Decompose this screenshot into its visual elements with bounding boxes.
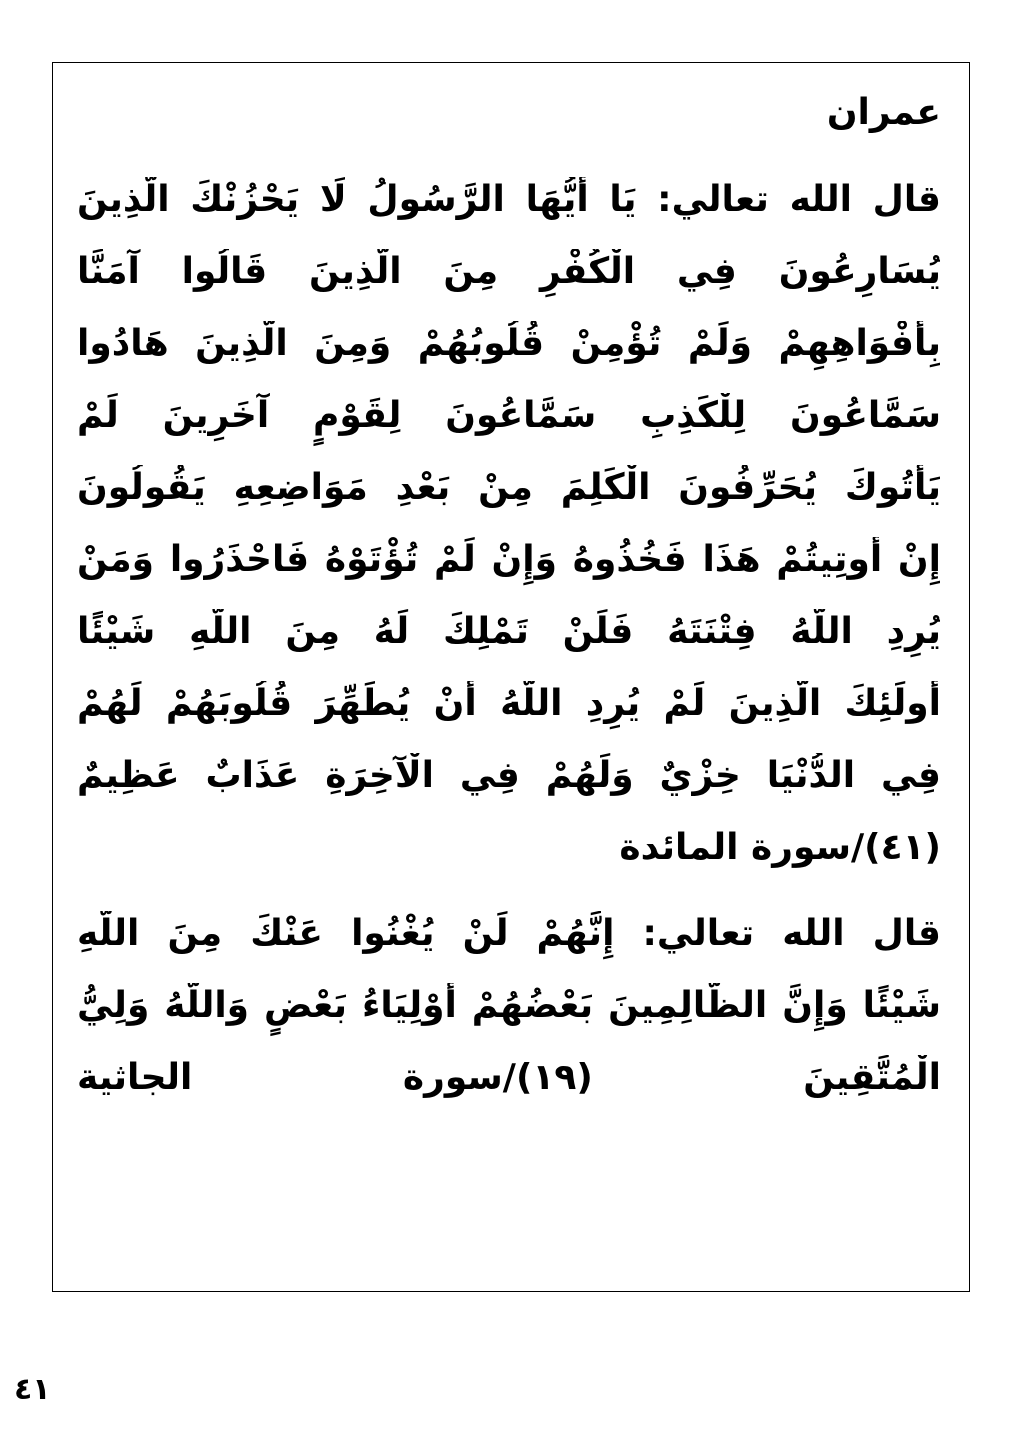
text-line: يَأْتُوكَ يُحَرِّفُونَ الْكَلِمَ مِنْ بَعْدِ مَوَاضِعِهِ يَقُولُونَ bbox=[77, 467, 941, 508]
text-line: أُولَئِكَ الَّذِينَ لَمْ يُرِدِ اللَّهُ أَنْ يُطَهِّرَ قُلُوبَهُمْ لَهُمْ bbox=[77, 683, 941, 724]
text-line: شَيْئًا وَإِنَّ الظَّالِمِينَ بَعْضُهُمْ أَوْلِيَاءُ بَعْضٍ وَاللَّهُ وَلِيُّ bbox=[77, 985, 941, 1026]
text-line: إِنْ أُوتِيتُمْ هَذَا فَخُذُوهُ وَإِنْ لَمْ تُؤْتَوْهُ فَاحْذَرُوا وَمَنْ bbox=[77, 539, 941, 580]
paragraph-1 bbox=[77, 177, 941, 897]
paragraph-2 bbox=[77, 911, 941, 1127]
text-line: فِي الدُّنْيَا خِزْيٌ وَلَهُمْ فِي الْآخِرَةِ عَذَابٌ عَظِيمٌ bbox=[77, 755, 941, 796]
text-line: بِأَفْوَاهِهِمْ وَلَمْ تُؤْمِنْ قُلُوبُهُمْ وَمِنَ الَّذِينَ هَادُوا bbox=[77, 323, 941, 364]
page-number: ٤١ bbox=[14, 1372, 51, 1407]
text-line: قال الله تعالي: إِنَّهُمْ لَنْ يُغْنُوا عَنْكَ مِنَ اللَّهِ bbox=[77, 913, 941, 954]
text-line: يُسَارِعُونَ فِي الْكُفْرِ مِنَ الَّذِينَ قَالُوا آمَنَّا bbox=[77, 251, 941, 292]
text-line: يُرِدِ اللَّهُ فِتْنَتَهُ فَلَنْ تَمْلِكَ لَهُ مِنَ اللَّهِ شَيْئًا bbox=[77, 611, 941, 652]
surah-reference: الْمُتَّقِينَ (١٩)/سورة الجاثية bbox=[77, 1057, 941, 1098]
text-line: سَمَّاعُونَ لِلْكَذِبِ سَمَّاعُونَ لِقَوْمٍ آخَرِينَ لَمْ bbox=[77, 395, 941, 436]
surah-reference: (٤١)/سورة المائدة bbox=[619, 827, 941, 868]
page-content bbox=[77, 63, 941, 1127]
page-frame bbox=[52, 62, 970, 1292]
heading: عمران bbox=[826, 92, 941, 133]
text-line: قال الله تعالي: يَا أَيُّهَا الرَّسُولُ لَا يَحْزُنْكَ الَّذِينَ bbox=[77, 179, 941, 220]
